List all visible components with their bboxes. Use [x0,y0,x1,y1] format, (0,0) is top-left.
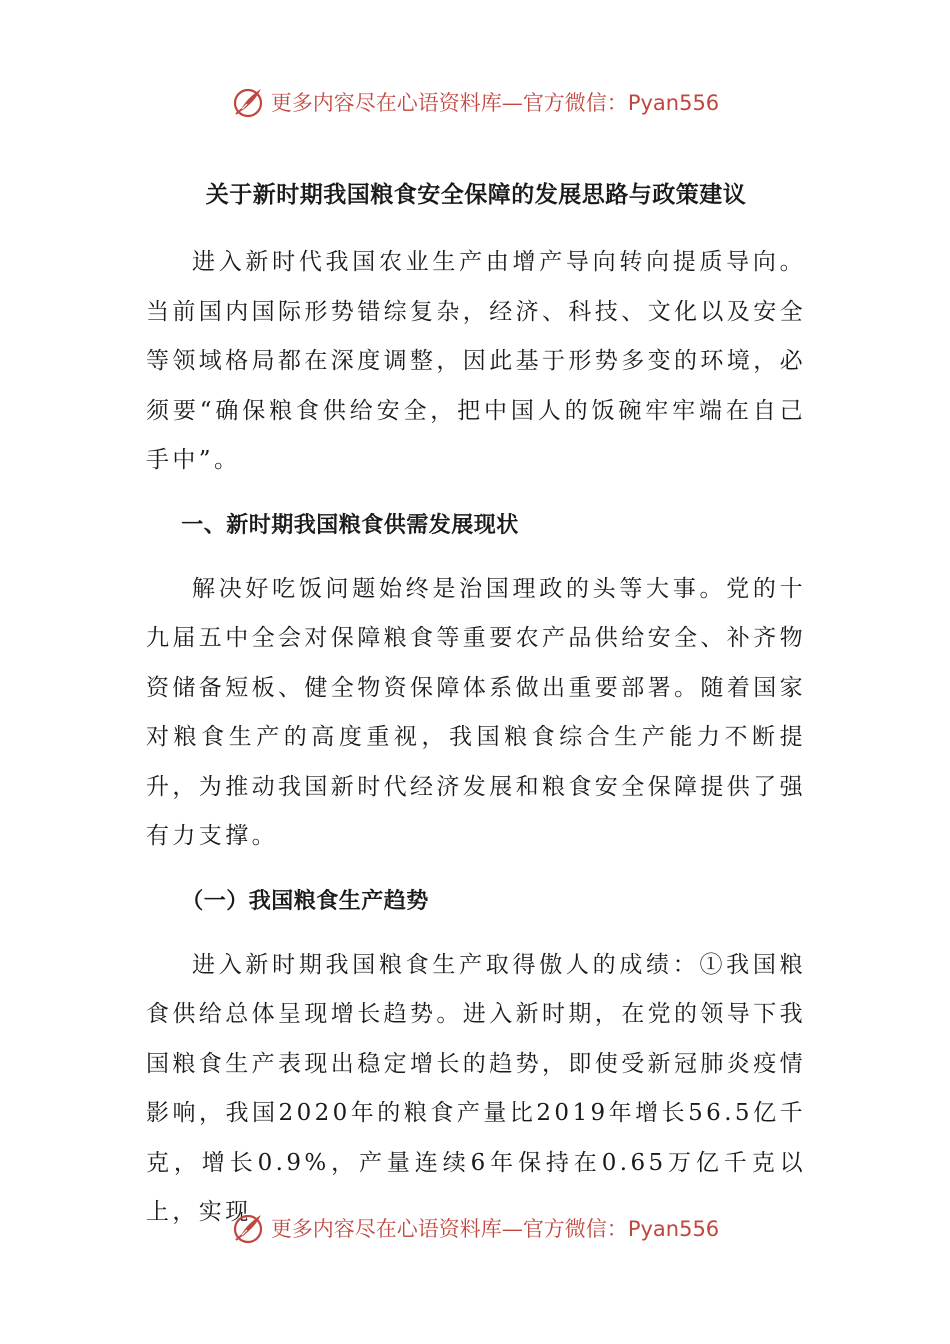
document-title: 关于新时期我国粮食安全保障的发展思路与政策建议 [205,182,747,208]
intro-paragraph: 进入新时代我国农业生产由增产导向转向提质导向。当前国内国际形势错综复杂，经济、科技、文化以及安全等领域格局都在深度调整，因此基于形势多变的环境，必须要“确保粮食供给安全，把中国人的饭碗牢牢端在自己手中”。 [146,249,806,473]
subsection-paragraph: 进入新时期我国粮食生产取得傲人的成绩：①我国粮食供给总体呈现增长趋势。进入新时期，在党的领导下我国粮食生产表现出稳定增长的趋势，即使受新冠肺炎疫情影响，我国2020年的粮食产量比2019年增长56.5亿千克，增长0.9%，产量连续6年保持在0.65万亿千克以上，实现 [146,951,806,1225]
subsection-heading: （一）我国粮食生产趋势 [181,888,429,914]
banner-site-text: 更多内容尽在心语资料库 [270,1217,502,1241]
banner-separator: — [501,1217,523,1241]
banner-wechat-label: 官方微信： [522,1217,628,1241]
banner-content [231,1211,719,1245]
banner-content [231,85,719,119]
quill-pen-logo-icon [231,85,265,119]
section-heading: 一、新时期我国粮食供需发展现状 [181,512,519,538]
banner-separator: — [501,91,523,115]
header-watermark-banner [0,82,950,122]
banner-site-text: 更多内容尽在心语资料库 [270,91,502,115]
banner-wechat-id: Pyan556 [627,91,720,115]
quill-pen-logo-icon [231,1211,265,1245]
footer-watermark-banner [0,1208,950,1248]
section-paragraph: 解决好吃饭问题始终是治国理政的头等大事。党的十九届五中全会对保障粮食等重要农产品供给安全、补齐物资储备短板、健全物资保障体系做出重要部署。随着国家对粮食生产的高度重视，我国粮食综合生产能力不断提升，为推动我国新时代经济发展和粮食安全保障提供了强有力支撑。 [146,575,806,849]
banner-text [271,1213,719,1243]
document-body [146,170,806,1253]
banner-wechat-id: Pyan556 [627,1217,720,1241]
banner-wechat-label: 官方微信： [522,91,628,115]
banner-text [271,87,719,117]
